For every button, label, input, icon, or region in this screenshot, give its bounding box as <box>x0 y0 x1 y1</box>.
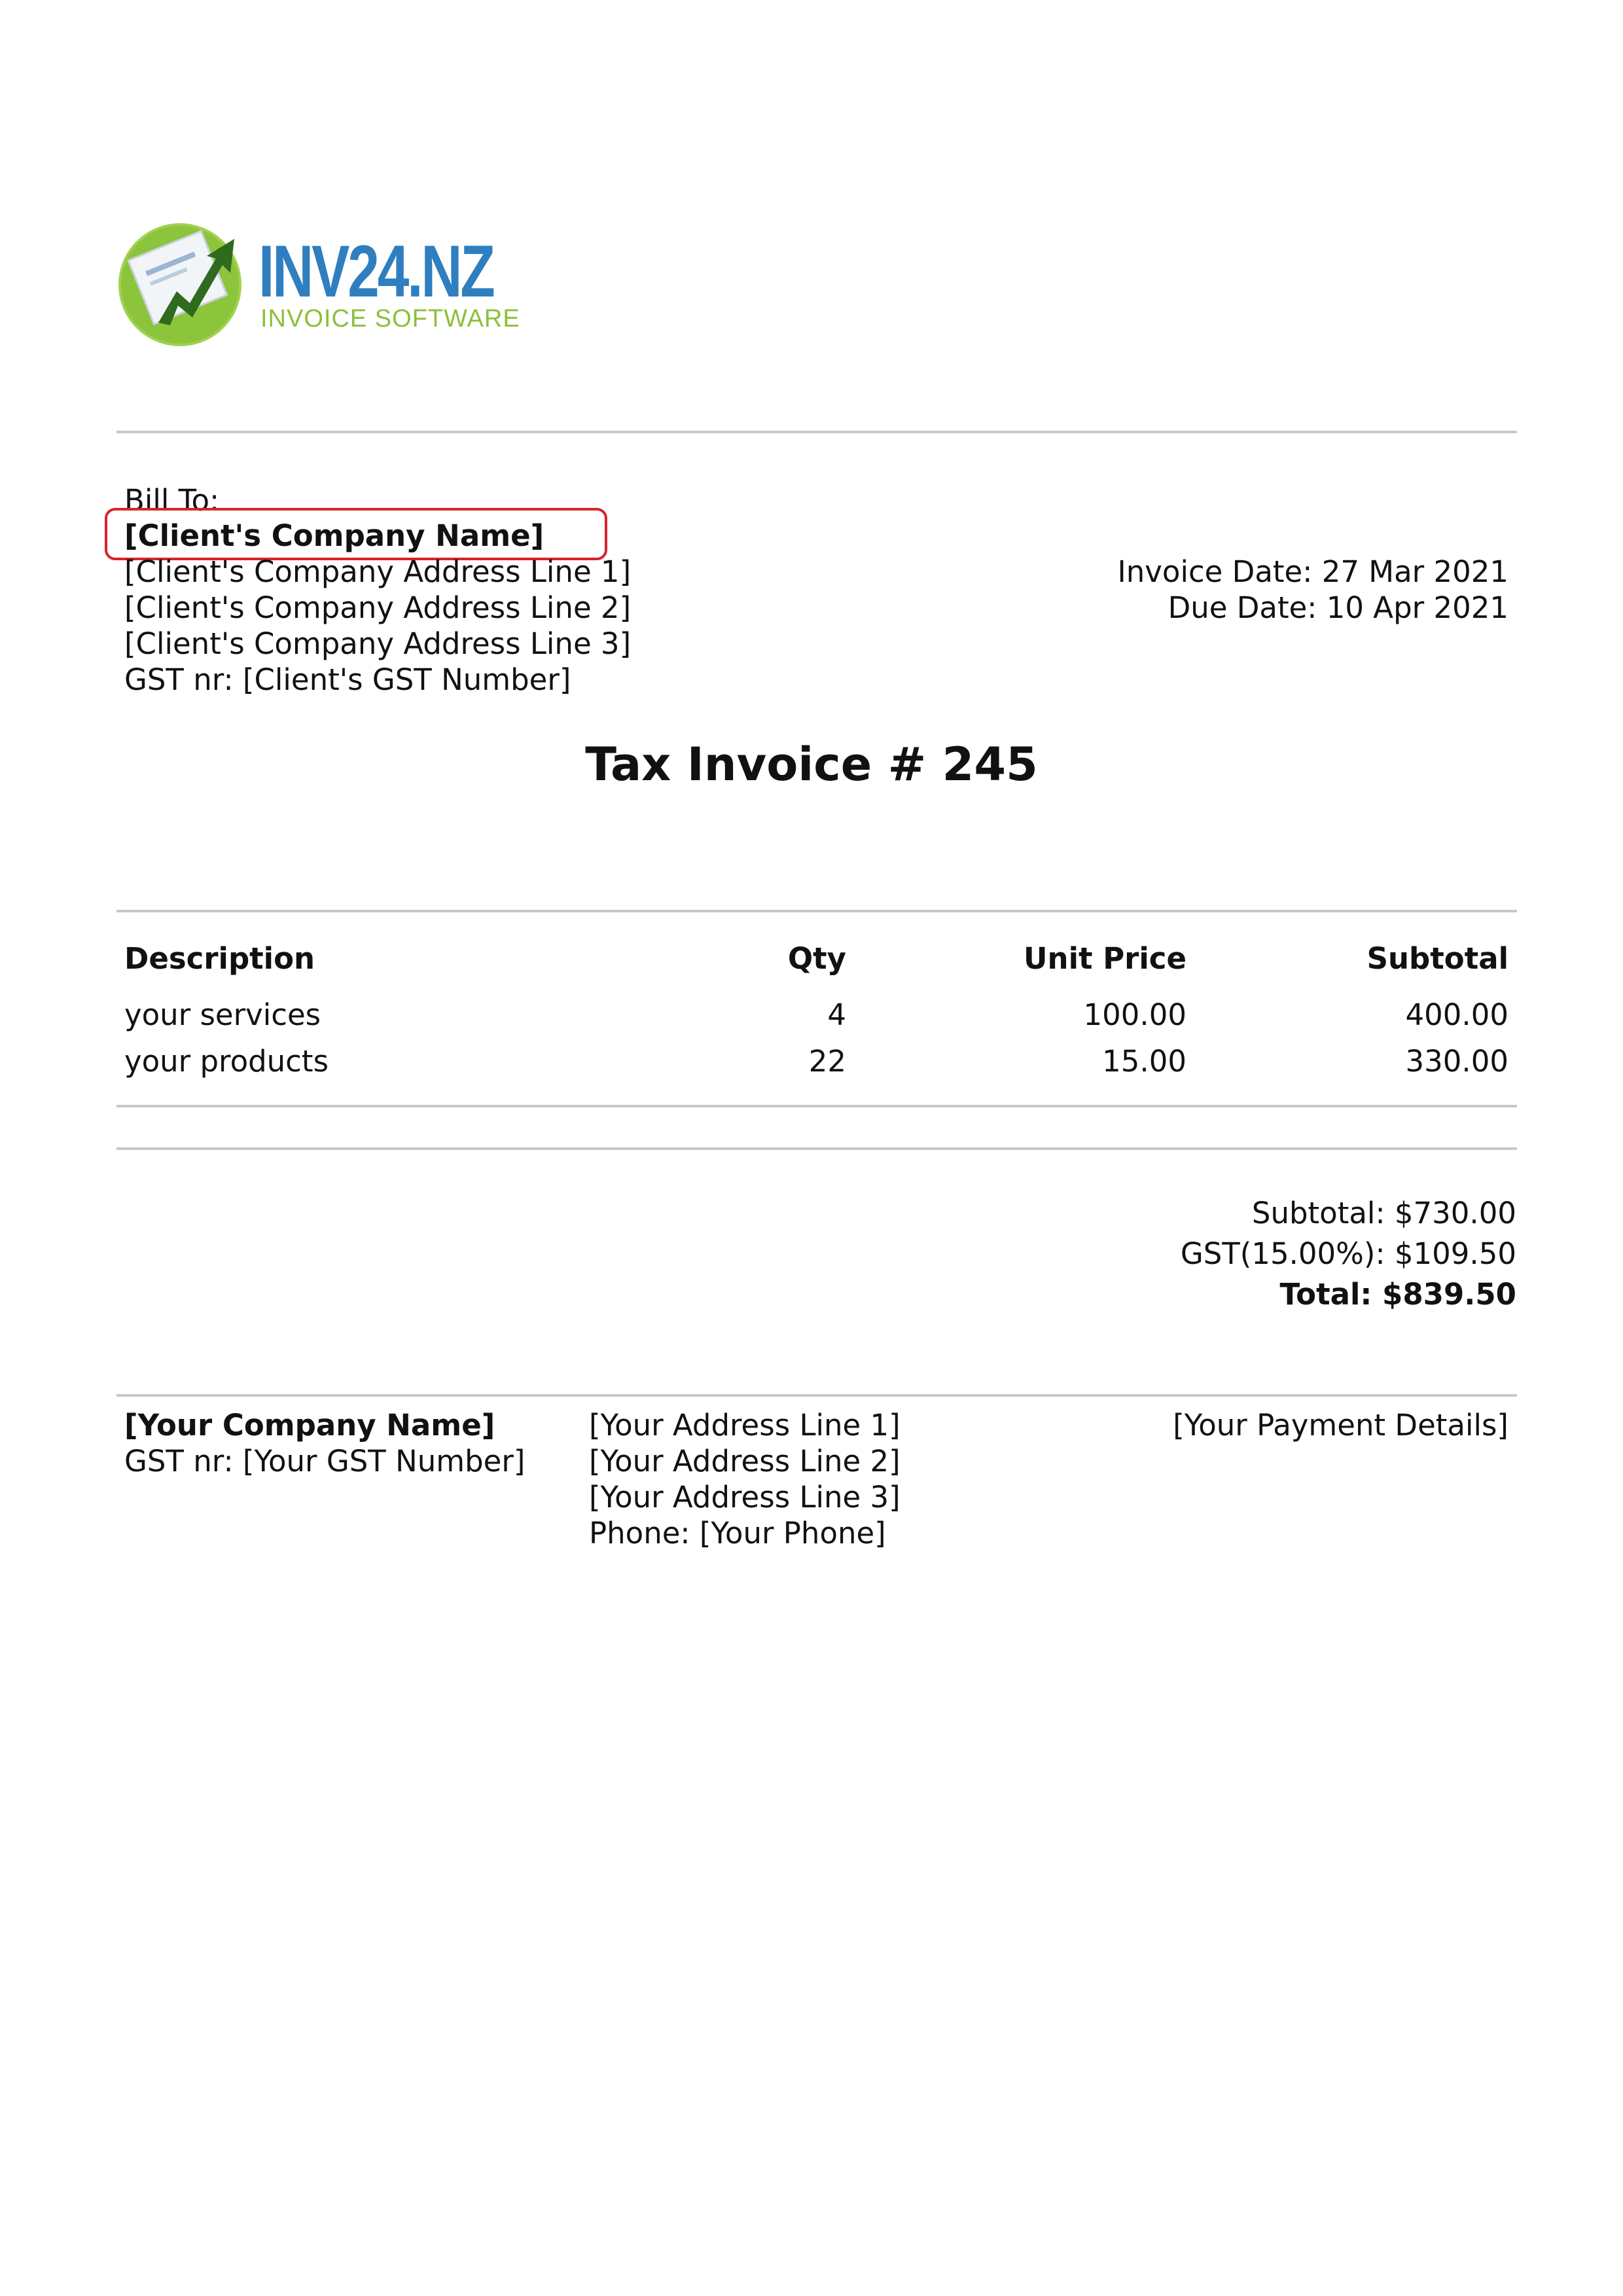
client-address-line-3: [Client's Company Address Line 3] <box>124 626 632 661</box>
row-qty: 4 <box>827 997 846 1032</box>
footer-divider <box>116 1394 1517 1397</box>
totals-subtotal: Subtotal: $730.00 <box>1251 1196 1516 1230</box>
client-company-name: [Client's Company Name] <box>124 518 544 553</box>
logo-wordmark: INV24.NZ <box>259 230 493 312</box>
invoice-title: Tax Invoice # 245 <box>585 738 1038 791</box>
header-divider <box>116 431 1517 433</box>
logo-emblem-icon <box>118 213 252 347</box>
logo-tagline: INVOICE SOFTWARE <box>260 305 520 332</box>
row-qty: 22 <box>808 1044 846 1079</box>
column-header-description: Description <box>124 941 315 976</box>
client-address-line-2: [Client's Company Address Line 2] <box>124 590 632 625</box>
totals-total: Total: $839.50 <box>1279 1277 1516 1312</box>
row-unit-price: 100.00 <box>1083 997 1186 1032</box>
highlight-box <box>105 508 607 560</box>
due-date: Due Date: 10 Apr 2021 <box>1168 590 1508 625</box>
your-address-line-1: [Your Address Line 1] <box>589 1408 901 1443</box>
your-gst-number: GST nr: [Your GST Number] <box>124 1444 526 1479</box>
column-header-unit-price: Unit Price <box>1024 941 1186 976</box>
your-address-line-3: [Your Address Line 3] <box>589 1480 901 1515</box>
row-description: your products <box>124 1044 329 1079</box>
invoice-date: Invoice Date: 27 Mar 2021 <box>1117 554 1508 589</box>
client-address-line-1: [Client's Company Address Line 1] <box>124 554 632 589</box>
totals-divider <box>116 1147 1517 1150</box>
column-header-subtotal: Subtotal <box>1366 941 1508 976</box>
payment-details: [Your Payment Details] <box>1173 1408 1508 1443</box>
column-header-qty: Qty <box>787 941 846 976</box>
row-description: your services <box>124 997 321 1032</box>
company-logo <box>118 213 520 347</box>
table-top-divider <box>116 910 1517 912</box>
row-subtotal: 400.00 <box>1405 997 1508 1032</box>
your-phone: Phone: [Your Phone] <box>589 1516 886 1551</box>
totals-gst: GST(15.00%): $109.50 <box>1180 1236 1516 1271</box>
bill-to-label: Bill To: <box>124 483 220 518</box>
row-unit-price: 15.00 <box>1102 1044 1186 1079</box>
your-company-name: [Your Company Name] <box>124 1408 495 1443</box>
row-subtotal: 330.00 <box>1405 1044 1508 1079</box>
table-bottom-divider <box>116 1105 1517 1107</box>
client-gst-number: GST nr: [Client's GST Number] <box>124 662 571 697</box>
your-address-line-2: [Your Address Line 2] <box>589 1444 901 1479</box>
